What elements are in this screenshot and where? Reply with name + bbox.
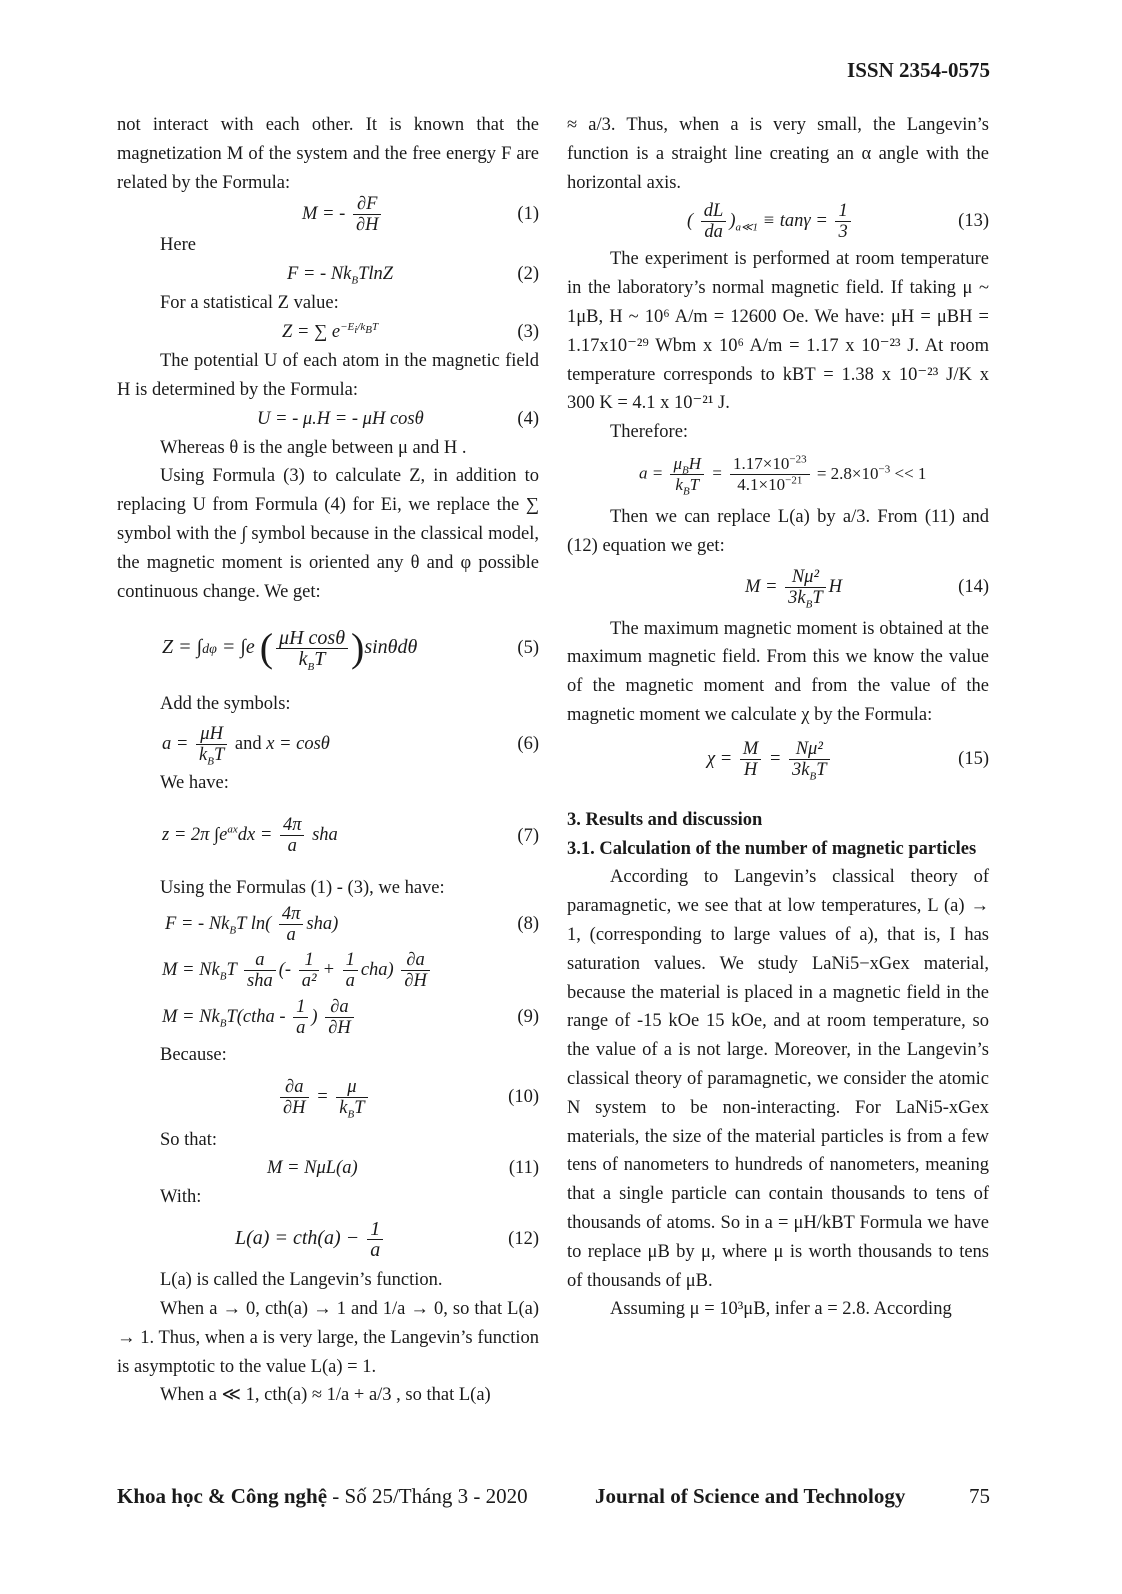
label-text: So that: xyxy=(160,1129,218,1150)
paragraph: L(a) is called the Langevin’s function. xyxy=(160,1270,443,1291)
equation-number: (2) xyxy=(517,264,539,285)
left-column xyxy=(117,111,539,1410)
journal-name-vi: Khoa học & Công nghệ xyxy=(117,1484,328,1508)
equation-10: $\frac{\partial a}{\partial H}$ = $\frac{\mu}{k_BT}$ (10) xyxy=(117,1070,539,1126)
paragraph: ≈ a/3. Thus, when a is very small, the Langevin’s function is a straight line creating an α angle with the horizontal axis. xyxy=(567,115,989,193)
equation-13: ( $\frac{dL}{da}$ )$_{a≪1} \equiv \tan\gamma$ = $\frac{1}{3}$ (13) xyxy=(687,200,989,242)
equation-number: (4) xyxy=(517,408,539,429)
paragraph: Then we can replace L(a) by a/3. From (11) and (12) equation we get: xyxy=(567,506,989,556)
equation-number: (14) xyxy=(958,577,989,598)
equation-6: a = $\frac{\mu H}{k_BT}$ and x = cosθ (6) xyxy=(162,723,539,768)
right-column xyxy=(567,111,989,1324)
paragraph: When a → 0, cth(a) → 1 and 1/a → 0, so that L(a) → 1. Thus, when a is very large, the Langevin’s function is asymptotic to the value L(a) = 1. xyxy=(117,1298,539,1377)
equation-number: (10) xyxy=(508,1087,539,1108)
equation-number: (1) xyxy=(517,203,539,224)
label-text: Add the symbols: xyxy=(160,694,291,715)
issn-header: ISSN 2354-0575 xyxy=(847,58,990,82)
label-text: For a statistical Z value: xyxy=(160,293,339,314)
paragraph: Using Formula (3) to calculate Z, in addition to replacing U from Formula (4) for Ei, we replace the ∑ symbol with the ∫ symbol because in the classical model, the magnetic moment is oriented any θ and φ possible continuous change. We get: xyxy=(117,466,539,602)
page-number: 75 xyxy=(969,1484,990,1508)
label-text: Here xyxy=(160,235,196,256)
equation-number: (13) xyxy=(958,210,989,231)
equation-a: a = $\frac{\mu_BH}{k_BT}$ = $\frac{1.17\times 10^{-23}}{4.1\times 10^{-21}}$ = $2.8\times 10^{-3} << 1$ xyxy=(639,453,927,498)
equation-number: (3) xyxy=(517,322,539,343)
journal-name-en: Journal of Science and Technology xyxy=(595,1484,906,1508)
label-text: We have: xyxy=(160,773,229,794)
paragraph: Assuming μ = 10³μB, infer a = 2.8. According xyxy=(610,1299,952,1320)
paragraph: The maximum magnetic moment is obtained at the maximum magnetic field. From this we know the value of the magnetic moment and from the value of the magnetic moment we calculate χ by the Formula: xyxy=(567,618,989,725)
paragraph: The experiment is performed at room temperature in the laboratory’s normal magnetic field. If taking μ ~ 1μB, H ~ 10⁶ A/m = 12600 Oe. We have: μH = μBH = 1.17x10⁻²⁹ Wbm x 10⁶ A/m = 1.17 x 10⁻²³ J. At room temperature corresponds to kBT = 1.38 x 10⁻²³ J/K x 300 K = 4.1 x 10⁻²¹ J. xyxy=(567,249,989,414)
paragraph: The potential U of each atom in the magnetic field H is determined by the Formula: xyxy=(117,350,539,400)
label-text: Using the Formulas (1) - (3), we have: xyxy=(160,877,445,898)
equation-number: (9) xyxy=(517,1007,539,1028)
paragraph: According to Langevin’s classical theory of paramagnetic, we see that at low temperatures, L (a) → 1, (corresponding to large values of a), that is, I has saturation values. We study LaNi5−xGex material, because the material is placed in a magnetic field in the range of -15 kOe 15 kOe, and at room temperature, so the value of a is not large. Moreover, in the Langevin’s classical theory of paramagnetic, we consider the atomic N system to be non-interacting. For LaNi5-xGex materials, the size of the material particles is from a few tens of nanometers to hundreds of nanometers, meaning that a single particle can contain thousands to tens of thousands of atoms. So in a = μH/kBT Formula we have to replace μB by μ, where μ is worth thousands to tens of thousands of μB. xyxy=(567,867,989,1291)
equation-number: (6) xyxy=(517,733,539,754)
equation-12: L(a) = cth(a) − $\frac{1}{a}$ (12) xyxy=(235,1217,539,1261)
equation-14: M = $\frac{\text{Nμ²}}{3k_BT}$ H (14) xyxy=(745,567,989,611)
equation-3: Z = ∑ $e^{-E_i/k_BT}$ (3) xyxy=(117,318,539,347)
subsection-heading: 3.1. Calculation of the number of magnetic particles xyxy=(567,838,977,859)
equation-number: (8) xyxy=(517,914,539,935)
label-text: Because: xyxy=(160,1044,227,1065)
equation-8: F = - $Nk_BT$ ln( $\frac{4\pi}{a}$ sha) (8) xyxy=(165,904,539,946)
section-heading: 3. Results and discussion xyxy=(567,809,763,830)
equation-15: χ = $\frac{M}{H}$ = $\frac{\text{Nμ²}}{3k_BT}$ (15) xyxy=(707,739,989,783)
paragraph: When a ≪ 1, cth(a) ≈ 1/a + a/3 , so that L(a) xyxy=(160,1385,491,1406)
equation-9a: $M = Nk_BT$ $\frac{a}{\text{sha}}$ (- $\frac{1}{\text{a²}}$ + $\frac{1}{a}$ cha) $\frac{\partial a}{\partial H}$ xyxy=(117,947,539,995)
equation-number: (15) xyxy=(958,749,989,770)
label-text: Therefore: xyxy=(610,422,689,443)
equation-9b: $M = Nk_BT(ctha$ - $\frac{1}{a}$ ) $\frac{\partial a}{\partial H}$ (9) xyxy=(162,997,539,1039)
paragraph: not interact with each other. It is known that the magnetization M of the system and the free energy F are related by the Formula: xyxy=(117,115,539,193)
page-footer xyxy=(117,1484,990,1509)
equation-1: M = - $\frac{\partial F}{\partial H}$ (1) xyxy=(302,193,539,235)
paragraph: Whereas θ is the angle between μ and H . xyxy=(160,437,467,458)
equation-number: (12) xyxy=(508,1228,539,1249)
equation-number: (7) xyxy=(517,825,539,846)
equation-7: z = 2π $\int e^{ax}dx$ = $\frac{4\pi}{a}$ sha (7) xyxy=(162,815,539,857)
equation-2: F = - $Nk_BTlnZ$ (2) xyxy=(117,260,539,289)
equation-11: M = NμL(a) (11) xyxy=(117,1154,539,1183)
equation-number: (11) xyxy=(508,1158,539,1179)
equation-5: Z = ∫dφ = ∫e ( $\frac{\text{μH cosθ}}{k_BT}$ )sinθdθ (5) xyxy=(162,624,539,673)
issue-info: - Số 25/Tháng 3 - 2020 xyxy=(327,1484,528,1508)
equation-4: U = - μ.H = - μH cosθ (4) xyxy=(117,405,539,434)
label-text: With: xyxy=(160,1187,202,1208)
equation-number: (5) xyxy=(517,637,539,658)
